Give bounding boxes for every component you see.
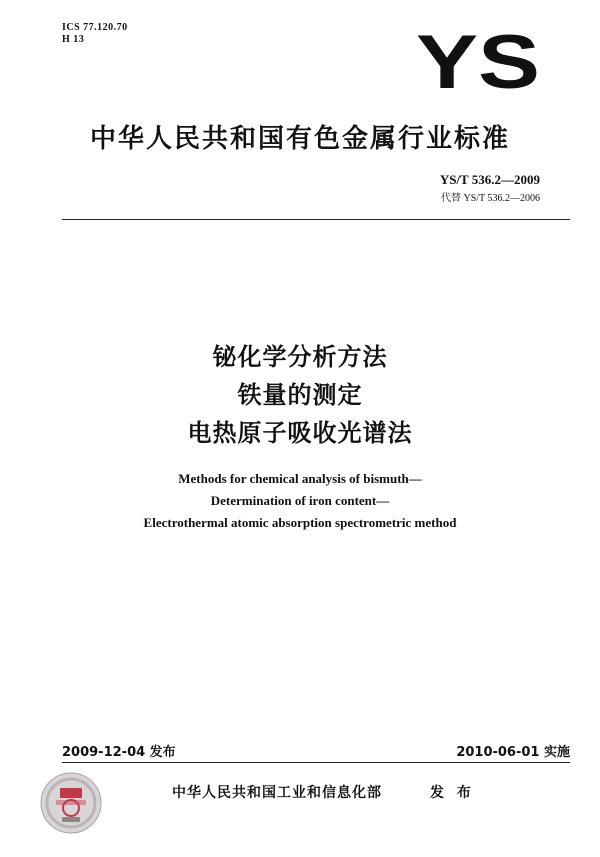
standard-number: YS/T 536.2—2009 <box>439 172 540 187</box>
header-divider <box>62 219 570 220</box>
english-title-line-2: Determination of iron content— <box>210 493 390 508</box>
english-title-line-3: Electrothermal atomic absorption spectrometric method <box>143 515 457 530</box>
ys-logo-text: YS <box>416 28 540 94</box>
footer-divider <box>62 762 570 763</box>
issue-label: 发 布 <box>430 785 475 801</box>
ys-logo <box>414 28 542 94</box>
classification-code: H 13 <box>62 34 85 45</box>
english-title <box>0 468 600 534</box>
chinese-title-line-3: 电热原子吸收光谱法 <box>187 419 413 447</box>
ics-code: ICS 77.120.70 <box>62 22 128 33</box>
implement-date: 2010-06-01 实施 <box>456 745 570 760</box>
standard-category-name: 中华人民共和国有色金属行业标准 <box>89 124 510 154</box>
standard-number-block <box>440 172 540 204</box>
chinese-title-line-1: 铋化学分析方法 <box>212 343 388 371</box>
chinese-title <box>0 338 600 452</box>
ics-block <box>62 22 128 46</box>
chinese-title-line-2: 铁量的测定 <box>237 381 363 409</box>
anti-counterfeit-seal-icon <box>40 772 102 834</box>
issuing-authority: 中华人民共和国工业和信息化部 <box>172 785 382 801</box>
english-title-line-1: Methods for chemical analysis of bismuth— <box>178 471 422 486</box>
publish-date: 2009-12-04 发布 <box>62 745 176 760</box>
replaces-note: 代替 YS/T 536.2—2006 <box>441 193 540 204</box>
